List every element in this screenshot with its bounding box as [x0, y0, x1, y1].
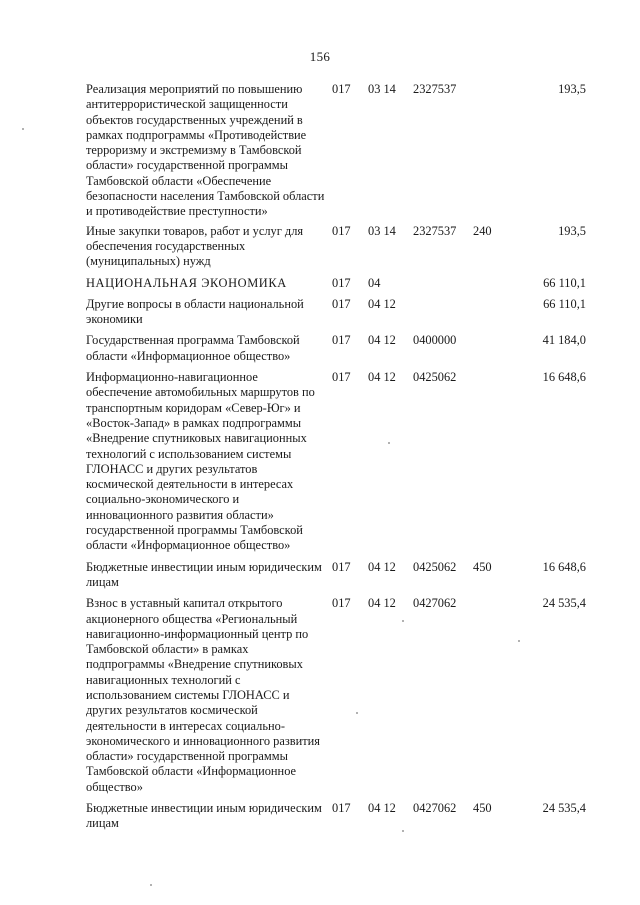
scan-speck: [402, 830, 404, 832]
row-name: Бюджетные инвестиции иным юридическим лицам: [86, 559, 322, 589]
table-row: [86, 276, 586, 297]
table-row: [86, 333, 586, 370]
row-section-code: 04 12: [368, 801, 396, 816]
table-row: [86, 801, 586, 838]
row-name: Иные закупки товаров, работ и услуг для обеспечения государственных (муниципальных) нужд: [86, 223, 304, 269]
table-row: [86, 560, 586, 597]
row-sum: 193,5: [558, 223, 586, 238]
row-expense-type: [473, 596, 511, 801]
row-sum: 24 535,4: [542, 596, 586, 611]
row-sum: 41 184,0: [542, 333, 586, 348]
row-ministry-code: 017: [332, 296, 351, 311]
row-target-code: 0425062: [413, 559, 457, 574]
row-target-code: 2327537: [413, 82, 457, 96]
row-ministry-code: 017: [332, 801, 351, 816]
row-expense-type: 450: [473, 801, 492, 816]
budget-table: [86, 82, 586, 838]
row-expense-type: [473, 370, 511, 560]
row-section-code: 04 12: [368, 296, 396, 311]
row-section-code: 03 14: [368, 223, 396, 238]
row-target-code: 0427062: [413, 801, 457, 816]
row-section-code: 04 12: [368, 559, 396, 574]
page-number: 156: [309, 49, 331, 64]
table-row: [86, 596, 586, 801]
row-target-code: 0425062: [413, 370, 457, 385]
row-name: Информационно-навигационное обеспечение автомобильных маршрутов по транспортным коридорам «Север-Юг» и «Восток-Запад» в рамках подпрограммы «Внедрение спутниковых навигационных технологий с использованием системы ГЛОНАСС и других результатов космической деятельности в интересах социально-экономического и инновационного развития области» государственной программы Тамбовской области «Информационное общество»: [86, 370, 315, 553]
table-row: [86, 224, 586, 276]
scan-speck: [150, 884, 152, 886]
row-ministry-code: 017: [332, 559, 351, 574]
scan-speck: [388, 442, 390, 444]
scan-speck: [518, 640, 520, 642]
row-ministry-code: 017: [332, 82, 351, 96]
scan-speck: [356, 712, 358, 714]
row-section-code: 04 12: [368, 370, 396, 385]
row-expense-type: [473, 297, 511, 334]
scan-speck: [22, 128, 24, 130]
row-section-code: 04: [368, 275, 381, 290]
row-name: Взнос в уставный капитал открытого акционерного общества «Региональный навигационно-информационный центр по Тамбовской области» в рамках подпрограммы «Внедрение спутниковых навигационных технологий с использованием системы ГЛОНАСС и других результатов космической деятельности в интересах социально-экономического и инновационного развития области» государственной программы Тамбовской области «Информационное общество»: [86, 596, 320, 794]
row-target-code: 2327537: [413, 223, 457, 238]
scan-speck: [402, 620, 404, 622]
row-expense-type: [473, 333, 511, 370]
row-sum: 16 648,6: [542, 559, 586, 574]
row-expense-type: [473, 276, 511, 297]
row-name: Государственная программа Тамбовской области «Информационное общество»: [86, 333, 300, 363]
row-name: Реализация мероприятий по повышению антитеррористической защищенности объектов государственных учреждений в рамках подпрограммы «Противодействие терроризму и экстремизму в Тамбовской области» государственной программы Тамбовской области «Обеспечение безопасности населения Тамбовской области и противодействие преступности»: [86, 82, 325, 219]
row-sum: 193,5: [558, 82, 586, 96]
row-sum: 66 110,1: [543, 275, 586, 290]
row-ministry-code: 017: [332, 223, 351, 238]
row-target-code: 0400000: [413, 333, 457, 348]
table-row: [86, 297, 586, 334]
row-ministry-code: 017: [332, 370, 351, 385]
table-row: [86, 82, 586, 224]
row-sum: 16 648,6: [542, 370, 586, 385]
row-ministry-code: 017: [332, 333, 351, 348]
table-row: [86, 370, 586, 560]
row-sum: 66 110,1: [543, 296, 586, 311]
row-ministry-code: 017: [332, 596, 351, 611]
row-name: НАЦИОНАЛЬНАЯ ЭКОНОМИКА: [86, 275, 287, 290]
row-target-code: [413, 297, 473, 334]
row-sum: 24 535,4: [542, 801, 586, 816]
row-name: Другие вопросы в области национальной экономики: [86, 296, 304, 327]
row-section-code: 04 12: [368, 333, 396, 348]
row-section-code: 04 12: [368, 596, 396, 611]
row-name: Бюджетные инвестиции иным юридическим лицам: [86, 801, 322, 831]
row-expense-type: [473, 82, 511, 224]
row-target-code: 0427062: [413, 596, 457, 611]
row-expense-type: 240: [473, 223, 492, 238]
row-target-code: [413, 276, 473, 297]
row-expense-type: 450: [473, 559, 492, 574]
row-section-code: 03 14: [368, 82, 396, 96]
row-ministry-code: 017: [332, 275, 351, 290]
